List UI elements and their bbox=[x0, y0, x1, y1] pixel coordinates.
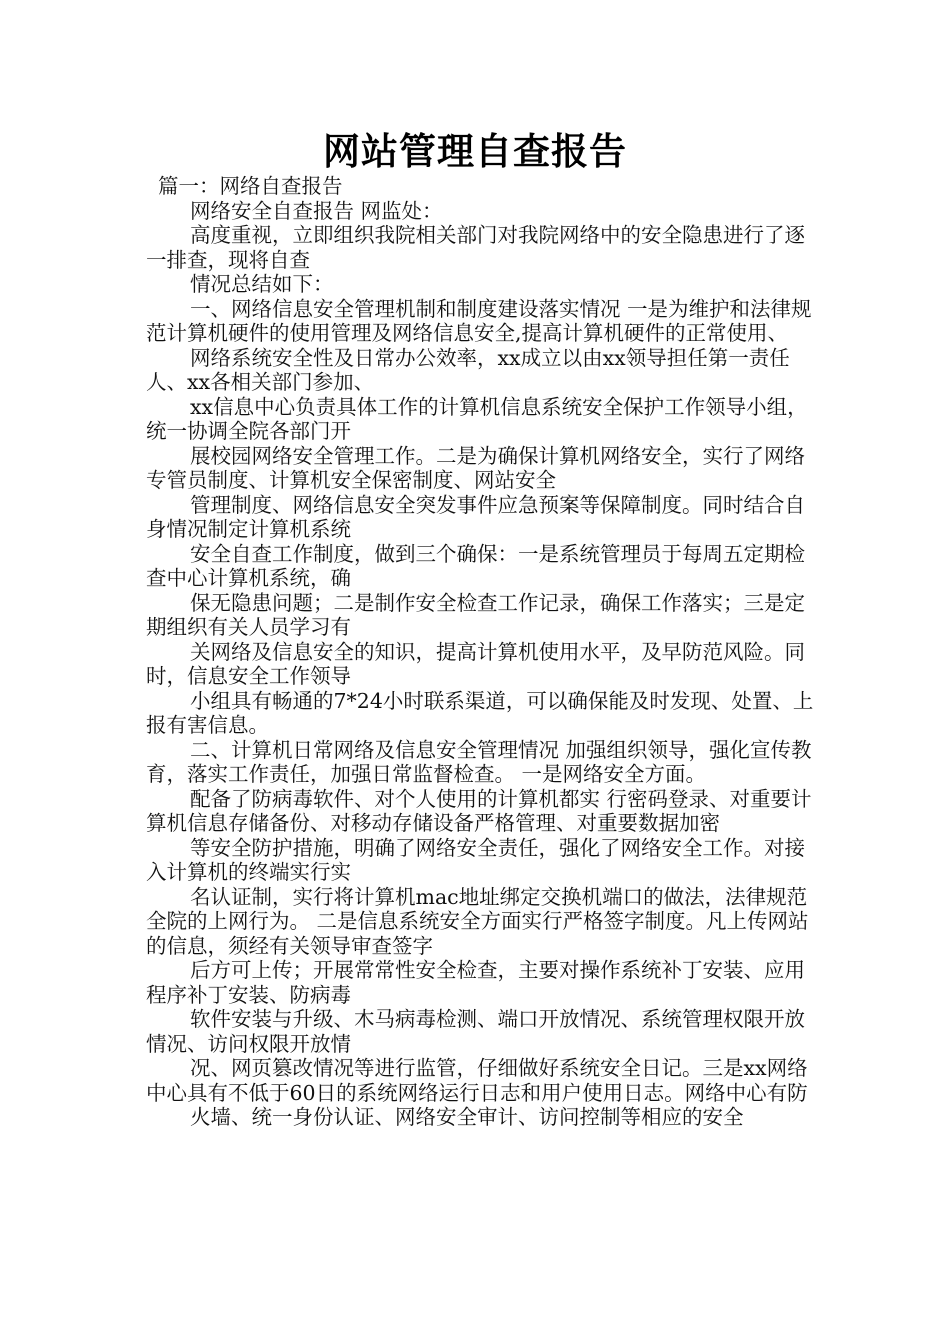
paragraph: 二、计算机日常网络及信息安全管理情况 加强组织领导，强化宣传教育，落实工作责任，加强日常监督检查。 一是网络安全方面。 bbox=[146, 737, 812, 786]
paragraph: 况、网页篡改情况等进行监管，仔细做好系统安全日记。三是xx网络中心具有不低于60日的系统网络运行日志和用户使用日志。网络中心有防 bbox=[146, 1056, 808, 1105]
paragraph: 配备了防病毒软件、对个人使用的计算机都实 行密码登录、对重要计算机信息存储备份、对移动存储设备严格管理、对重要数据加密 bbox=[146, 786, 812, 835]
paragraph: 关网络及信息安全的知识，提高计算机使用水平，及早防范风险。同时，信息安全工作领导 bbox=[146, 639, 805, 688]
paragraph: 火墙、统一身份认证、网络安全审计、访问控制等相应的安全 bbox=[190, 1105, 744, 1129]
paragraph: 软件安装与升级、木马病毒检测、端口开放情况、系统管理权限开放情况、访问权限开放情 bbox=[146, 1007, 805, 1056]
paragraph: xx信息中心负责具体工作的计算机信息系统安全保护工作领导小组，统一协调全院各部门开 bbox=[146, 394, 808, 443]
paragraph: 保无隐患问题；二是制作安全检查工作记录，确保工作落实；三是定期组织有关人员学习有 bbox=[146, 590, 805, 639]
paragraph: 网络安全自查报告 网监处： bbox=[190, 198, 443, 223]
paragraph: 小组具有畅通的7*24小时联系渠道，可以确保能及时发现、处置、上报有害信息。 bbox=[146, 688, 814, 737]
paragraph: 情况总结如下： bbox=[190, 272, 334, 296]
paragraph: 网络系统安全性及日常办公效率，xx成立以由xx领导担任第一责任人、xx各相关部门参加、 bbox=[146, 345, 790, 394]
document-body bbox=[146, 174, 816, 1130]
subheading: 篇一：网络自查报告 bbox=[158, 174, 343, 198]
page-title: 网站管理自查报告 bbox=[323, 129, 627, 173]
paragraph: 管理制度、网络信息安全突发事件应急预案等保障制度。同时结合自身情况制定计算机系统 bbox=[146, 492, 805, 541]
paragraph: 安全自查工作制度，做到三个确保：一是系统管理员于每周五定期检查中心计算机系统，确 bbox=[146, 541, 805, 590]
paragraph: 一、网络信息安全管理机制和制度建设落实情况 一是为维护和法律规范计算机硬件的使用管理及网络信息安全,提高计算机硬件的正常使用、 bbox=[146, 296, 812, 345]
paragraph: 后方可上传；开展常常性安全检查，主要对操作系统补丁安装、应用程序补丁安装、防病毒 bbox=[146, 958, 805, 1007]
paragraph: 展校园网络安全管理工作。二是为确保计算机网络安全，实行了网络专管员制度、计算机安全保密制度、网站安全 bbox=[146, 443, 805, 492]
paragraph: 高度重视，立即组织我院相关部门对我院网络中的安全隐患进行了逐一排查，现将自查 bbox=[146, 223, 805, 272]
paragraph: 等安全防护措施，明确了网络安全责任，强化了网络安全工作。对接入计算机的终端实行实 bbox=[146, 835, 805, 884]
paragraph: 名认证制，实行将计算机mac地址绑定交换机端口的做法，法律规范全院的上网行为。 二是信息系统安全方面实行严格签字制度。凡上传网站的信息，须经有关领导审查签字 bbox=[146, 884, 809, 958]
